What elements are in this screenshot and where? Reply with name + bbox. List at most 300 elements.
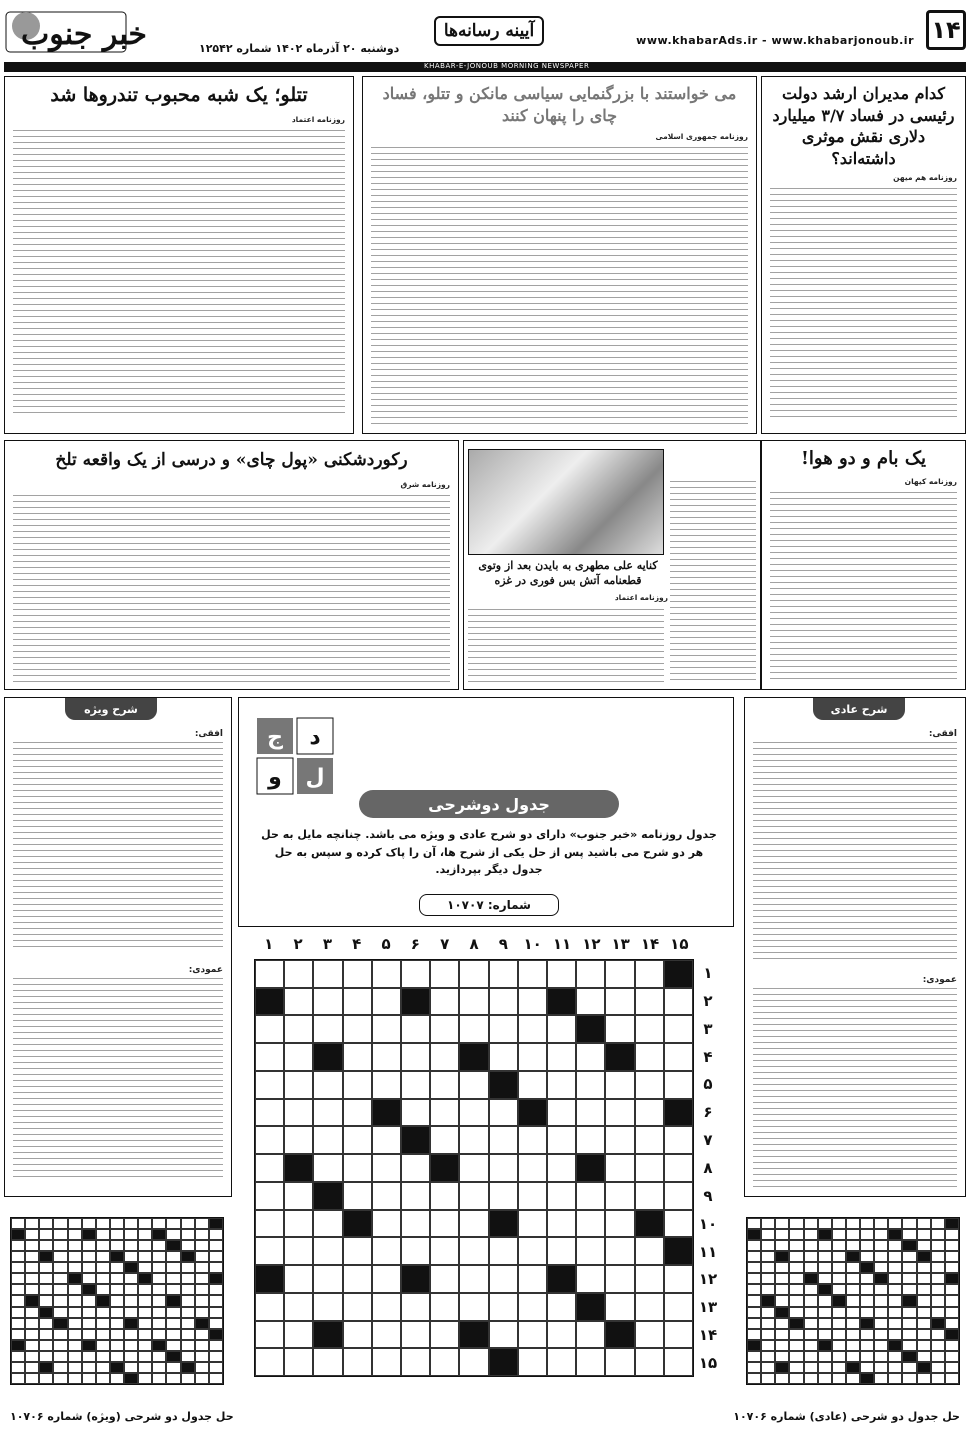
crossword-cell[interactable] bbox=[313, 1126, 342, 1154]
crossword-cell[interactable] bbox=[635, 1015, 664, 1043]
crossword-cell[interactable] bbox=[635, 1126, 664, 1154]
crossword-cell bbox=[547, 988, 576, 1016]
crossword-cell[interactable] bbox=[430, 1182, 459, 1210]
solution-cell bbox=[832, 1351, 846, 1362]
crossword-cell[interactable] bbox=[430, 1293, 459, 1321]
crossword-cell[interactable] bbox=[605, 1015, 634, 1043]
crossword-cell[interactable] bbox=[635, 1182, 664, 1210]
crossword-cell[interactable] bbox=[255, 1210, 284, 1238]
solution-cell bbox=[747, 1307, 761, 1318]
crossword-cell[interactable] bbox=[343, 1237, 372, 1265]
solution-cell bbox=[110, 1218, 124, 1229]
crossword-cell[interactable] bbox=[576, 1071, 605, 1099]
crossword-cell[interactable] bbox=[343, 960, 372, 988]
solution-cell bbox=[775, 1262, 789, 1273]
solution-cell bbox=[818, 1329, 832, 1340]
crossword-cell[interactable] bbox=[635, 1265, 664, 1293]
article-3-source: روزنامه اعتماد bbox=[291, 114, 345, 124]
solution-cell bbox=[917, 1329, 931, 1340]
crossword-cell[interactable] bbox=[489, 1321, 518, 1349]
solution-cell bbox=[945, 1340, 959, 1351]
newspaper-logo bbox=[4, 6, 147, 58]
crossword-cell[interactable] bbox=[518, 1154, 547, 1182]
crossword-cell[interactable] bbox=[635, 960, 664, 988]
crossword-cell[interactable] bbox=[313, 1071, 342, 1099]
crossword-cell[interactable] bbox=[255, 1321, 284, 1349]
solution-cell bbox=[917, 1318, 931, 1329]
crossword-cell[interactable] bbox=[576, 1043, 605, 1071]
solution-cell bbox=[166, 1273, 180, 1284]
crossword-cell[interactable] bbox=[372, 960, 401, 988]
crossword-cell[interactable] bbox=[313, 1099, 342, 1127]
crossword-cell[interactable] bbox=[372, 1210, 401, 1238]
crossword-cell[interactable] bbox=[255, 1071, 284, 1099]
crossword-cell[interactable] bbox=[605, 1293, 634, 1321]
crossword-cell[interactable] bbox=[255, 1293, 284, 1321]
crossword-cell[interactable] bbox=[576, 1348, 605, 1376]
crossword-cell[interactable] bbox=[605, 1348, 634, 1376]
crossword-cell[interactable] bbox=[547, 1182, 576, 1210]
crossword-cell[interactable] bbox=[518, 960, 547, 988]
crossword-cell[interactable] bbox=[313, 1210, 342, 1238]
solution-cell bbox=[917, 1284, 931, 1295]
crossword-cell[interactable] bbox=[547, 1154, 576, 1182]
crossword-cell[interactable] bbox=[343, 1126, 372, 1154]
crossword-cell[interactable] bbox=[372, 1293, 401, 1321]
crossword-cell[interactable] bbox=[313, 1237, 342, 1265]
crossword-cell[interactable] bbox=[343, 1071, 372, 1099]
solution-cell bbox=[209, 1307, 223, 1318]
crossword-cell[interactable] bbox=[459, 1099, 488, 1127]
crossword-cell[interactable] bbox=[605, 1237, 634, 1265]
solution-cell bbox=[152, 1273, 166, 1284]
crossword-cell[interactable] bbox=[284, 1348, 313, 1376]
solution-cell bbox=[82, 1362, 96, 1373]
solution-cell bbox=[25, 1262, 39, 1273]
crossword-cell[interactable] bbox=[605, 988, 634, 1016]
crossword-cell[interactable] bbox=[255, 1348, 284, 1376]
crossword-cell[interactable] bbox=[284, 960, 313, 988]
article-6 bbox=[463, 440, 761, 690]
crossword-cell[interactable] bbox=[430, 1237, 459, 1265]
crossword-cell[interactable] bbox=[459, 1348, 488, 1376]
crossword-cell[interactable] bbox=[518, 1210, 547, 1238]
crossword-cell[interactable] bbox=[255, 1182, 284, 1210]
crossword-cell[interactable] bbox=[430, 1348, 459, 1376]
crossword-cell[interactable] bbox=[605, 1071, 634, 1099]
crossword-cell[interactable] bbox=[372, 1182, 401, 1210]
crossword-cell[interactable] bbox=[372, 1321, 401, 1349]
solution-cell bbox=[138, 1229, 152, 1240]
crossword-cell[interactable] bbox=[401, 1348, 430, 1376]
crossword-cell[interactable] bbox=[576, 1210, 605, 1238]
crossword-cell[interactable] bbox=[255, 960, 284, 988]
crossword-cell[interactable] bbox=[664, 1154, 693, 1182]
solution-cell bbox=[874, 1273, 888, 1284]
solution-cell bbox=[874, 1362, 888, 1373]
crossword-cell[interactable] bbox=[605, 1210, 634, 1238]
crossword-cell[interactable] bbox=[430, 1265, 459, 1293]
crossword-cell[interactable] bbox=[313, 1015, 342, 1043]
solution-cell bbox=[152, 1251, 166, 1262]
solution-cell bbox=[166, 1218, 180, 1229]
crossword-cell[interactable] bbox=[284, 1210, 313, 1238]
crossword-cell[interactable] bbox=[372, 1015, 401, 1043]
crossword-cell[interactable] bbox=[489, 1126, 518, 1154]
crossword-cell[interactable] bbox=[547, 1071, 576, 1099]
solution-cell bbox=[138, 1307, 152, 1318]
solution-cell bbox=[68, 1240, 82, 1251]
solution-cell bbox=[96, 1362, 110, 1373]
crossword-description: جدول روزنامه «خبر جنوب» دارای دو شرح عادی و ویژه می باشد. چنانچه مایل به حل هر دو شرح می باشید پس از حل یکی از شرح ها، آن را پاک کرده و سپس به حل جدول دیگر بپردازید. bbox=[261, 828, 717, 877]
crossword-cell[interactable] bbox=[372, 988, 401, 1016]
article-2-body bbox=[371, 147, 748, 427]
crossword-cell[interactable] bbox=[255, 1099, 284, 1127]
crossword-cell[interactable] bbox=[372, 1348, 401, 1376]
crossword-cell[interactable] bbox=[489, 1265, 518, 1293]
crossword-cell bbox=[459, 1043, 488, 1071]
crossword-cell[interactable] bbox=[605, 1265, 634, 1293]
solution-cell bbox=[917, 1340, 931, 1351]
solution-cell bbox=[152, 1262, 166, 1273]
solution-cell bbox=[747, 1329, 761, 1340]
crossword-cell[interactable] bbox=[343, 1043, 372, 1071]
solution-cell bbox=[789, 1307, 803, 1318]
crossword-cell[interactable] bbox=[489, 960, 518, 988]
crossword-cell bbox=[576, 1015, 605, 1043]
solution-cell bbox=[82, 1251, 96, 1262]
solution-cell bbox=[68, 1373, 82, 1384]
crossword-cell[interactable] bbox=[664, 1126, 693, 1154]
solution-cell bbox=[931, 1262, 945, 1273]
solution-cell bbox=[152, 1362, 166, 1373]
solution-cell bbox=[747, 1240, 761, 1251]
crossword-cell[interactable] bbox=[489, 988, 518, 1016]
crossword-cell[interactable] bbox=[430, 1043, 459, 1071]
crossword-cell[interactable] bbox=[459, 1265, 488, 1293]
normal-tag: شرح عادی bbox=[813, 698, 905, 720]
crossword-cell[interactable] bbox=[401, 1099, 430, 1127]
crossword-cell[interactable] bbox=[518, 1043, 547, 1071]
crossword-cell[interactable] bbox=[313, 1348, 342, 1376]
crossword-cell[interactable] bbox=[372, 1043, 401, 1071]
normal-down-body bbox=[753, 988, 957, 1188]
solution-cell bbox=[152, 1329, 166, 1340]
crossword-cell[interactable] bbox=[489, 1015, 518, 1043]
solution-cell bbox=[846, 1251, 860, 1262]
crossword-cell[interactable] bbox=[547, 1015, 576, 1043]
crossword-cell[interactable] bbox=[459, 1237, 488, 1265]
crossword-cell[interactable] bbox=[284, 1015, 313, 1043]
crossword-cell[interactable] bbox=[430, 960, 459, 988]
solution-cell bbox=[775, 1240, 789, 1251]
solution-cell bbox=[152, 1340, 166, 1351]
crossword-cell[interactable] bbox=[372, 1237, 401, 1265]
crossword-cell[interactable] bbox=[489, 1293, 518, 1321]
solution-cell bbox=[110, 1240, 124, 1251]
crossword-cell[interactable] bbox=[605, 960, 634, 988]
crossword-cell[interactable] bbox=[313, 1154, 342, 1182]
crossword-cell[interactable] bbox=[459, 1154, 488, 1182]
crossword-cell[interactable] bbox=[255, 1154, 284, 1182]
crossword-cell[interactable] bbox=[459, 1293, 488, 1321]
crossword-cell[interactable] bbox=[430, 988, 459, 1016]
crossword-cell[interactable] bbox=[576, 1099, 605, 1127]
crossword-cell bbox=[518, 1099, 547, 1127]
crossword-cell[interactable] bbox=[284, 1237, 313, 1265]
solution-cell bbox=[209, 1240, 223, 1251]
solution-cell bbox=[138, 1262, 152, 1273]
crossword-cell[interactable] bbox=[313, 1293, 342, 1321]
solution-cell bbox=[874, 1284, 888, 1295]
crossword-cell[interactable] bbox=[343, 1182, 372, 1210]
solution-cell bbox=[818, 1373, 832, 1384]
crossword-cell[interactable] bbox=[401, 1043, 430, 1071]
crossword-cell[interactable] bbox=[576, 1126, 605, 1154]
solution-cell bbox=[82, 1307, 96, 1318]
crossword-section bbox=[4, 697, 966, 1407]
crossword-cell[interactable] bbox=[518, 988, 547, 1016]
crossword-cell[interactable] bbox=[576, 1321, 605, 1349]
crossword-cell[interactable] bbox=[518, 1015, 547, 1043]
crossword-cell[interactable] bbox=[547, 960, 576, 988]
crossword-cell[interactable] bbox=[401, 1015, 430, 1043]
crossword-cell[interactable] bbox=[459, 1015, 488, 1043]
crossword-cell[interactable] bbox=[313, 988, 342, 1016]
crossword-cell[interactable] bbox=[401, 960, 430, 988]
solution-cell bbox=[888, 1284, 902, 1295]
page-header bbox=[4, 6, 966, 62]
crossword-cell[interactable] bbox=[518, 1293, 547, 1321]
crossword-cell[interactable] bbox=[430, 1099, 459, 1127]
crossword-cell[interactable] bbox=[635, 1348, 664, 1376]
crossword-cell[interactable] bbox=[255, 1237, 284, 1265]
crossword-cell[interactable] bbox=[430, 1321, 459, 1349]
crossword-cell[interactable] bbox=[664, 1071, 693, 1099]
crossword-cell[interactable] bbox=[518, 1265, 547, 1293]
crossword-cell[interactable] bbox=[313, 1265, 342, 1293]
solution-cell bbox=[747, 1351, 761, 1362]
crossword-cell[interactable] bbox=[255, 1043, 284, 1071]
crossword-cell[interactable] bbox=[401, 1182, 430, 1210]
crossword-cell[interactable] bbox=[284, 1099, 313, 1127]
solution-cell bbox=[917, 1362, 931, 1373]
crossword-cell[interactable] bbox=[459, 1071, 488, 1099]
crossword-cell[interactable] bbox=[489, 1182, 518, 1210]
crossword-cell[interactable] bbox=[401, 1321, 430, 1349]
solution-cell bbox=[181, 1329, 195, 1340]
solution-cell bbox=[11, 1329, 25, 1340]
row-number: ۸ bbox=[703, 1158, 713, 1177]
crossword-cell[interactable] bbox=[401, 1237, 430, 1265]
solution-cell bbox=[832, 1218, 846, 1229]
crossword-cell[interactable] bbox=[664, 1348, 693, 1376]
column-number: ۱۳ bbox=[611, 935, 630, 953]
crossword-cell bbox=[313, 1182, 342, 1210]
solution-cell bbox=[25, 1240, 39, 1251]
solution-cell bbox=[917, 1229, 931, 1240]
solution-cell bbox=[832, 1307, 846, 1318]
solution-cell bbox=[931, 1373, 945, 1384]
article-3-body bbox=[13, 130, 345, 415]
solution-cell bbox=[166, 1284, 180, 1295]
solution-cell bbox=[110, 1340, 124, 1351]
crossword-cell[interactable] bbox=[635, 1293, 664, 1321]
crossword-cell[interactable] bbox=[576, 1182, 605, 1210]
solution-cell bbox=[25, 1284, 39, 1295]
crossword-cell[interactable] bbox=[284, 988, 313, 1016]
crossword-cell[interactable] bbox=[459, 1182, 488, 1210]
crossword-cell[interactable] bbox=[459, 1210, 488, 1238]
crossword-cell[interactable] bbox=[343, 1293, 372, 1321]
solution-cell bbox=[138, 1340, 152, 1351]
crossword-cell[interactable] bbox=[547, 1126, 576, 1154]
crossword-cell[interactable] bbox=[518, 1182, 547, 1210]
crossword-cell[interactable] bbox=[489, 1099, 518, 1127]
crossword-cell[interactable] bbox=[284, 1265, 313, 1293]
crossword-cell[interactable] bbox=[430, 1015, 459, 1043]
solution-cell bbox=[945, 1318, 959, 1329]
crossword-cell[interactable] bbox=[459, 988, 488, 1016]
crossword-cell[interactable] bbox=[372, 1265, 401, 1293]
crossword-cell[interactable] bbox=[605, 1099, 634, 1127]
crossword-cell[interactable] bbox=[343, 1348, 372, 1376]
crossword-cell[interactable] bbox=[343, 1265, 372, 1293]
solution-cell bbox=[25, 1318, 39, 1329]
crossword-cell[interactable] bbox=[605, 1154, 634, 1182]
solution-cell bbox=[181, 1340, 195, 1351]
crossword-cell[interactable] bbox=[255, 1126, 284, 1154]
solution-cell bbox=[39, 1295, 53, 1306]
solution-cell bbox=[860, 1318, 874, 1329]
row-number: ۲ bbox=[703, 991, 713, 1010]
crossword-cell[interactable] bbox=[635, 1099, 664, 1127]
crossword-cell[interactable] bbox=[343, 1015, 372, 1043]
crossword-cell[interactable] bbox=[664, 1265, 693, 1293]
solution-cell bbox=[110, 1295, 124, 1306]
crossword-cell[interactable] bbox=[576, 960, 605, 988]
solution-cell bbox=[888, 1362, 902, 1373]
crossword-cell[interactable] bbox=[547, 1099, 576, 1127]
crossword-cell[interactable] bbox=[343, 1099, 372, 1127]
solution-cell bbox=[11, 1362, 25, 1373]
crossword-cell[interactable] bbox=[284, 1182, 313, 1210]
crossword-cell[interactable] bbox=[343, 1154, 372, 1182]
crossword-cell[interactable] bbox=[664, 1321, 693, 1349]
solution-cell bbox=[25, 1273, 39, 1284]
crossword-cell[interactable] bbox=[459, 1126, 488, 1154]
crossword-cell[interactable] bbox=[284, 1321, 313, 1349]
crossword-cell[interactable] bbox=[284, 1071, 313, 1099]
crossword-cell[interactable] bbox=[664, 1182, 693, 1210]
solution-cell bbox=[931, 1218, 945, 1229]
crossword-cell[interactable] bbox=[664, 1210, 693, 1238]
crossword-cell[interactable] bbox=[401, 1071, 430, 1099]
solution-cell bbox=[68, 1251, 82, 1262]
solution-cell bbox=[832, 1273, 846, 1284]
crossword-cell[interactable] bbox=[576, 1265, 605, 1293]
crossword-cell[interactable] bbox=[547, 1210, 576, 1238]
crossword-cell[interactable] bbox=[518, 1321, 547, 1349]
solution-cell bbox=[195, 1284, 209, 1295]
crossword-cell[interactable] bbox=[430, 1210, 459, 1238]
crossword-cell[interactable] bbox=[664, 1043, 693, 1071]
crossword-cell[interactable] bbox=[635, 988, 664, 1016]
solution-cell bbox=[917, 1240, 931, 1251]
crossword-cell bbox=[255, 1265, 284, 1293]
crossword-cell[interactable] bbox=[518, 1071, 547, 1099]
crossword-cell[interactable] bbox=[547, 1321, 576, 1349]
crossword-cell[interactable] bbox=[313, 960, 342, 988]
crossword-cell[interactable] bbox=[664, 1293, 693, 1321]
crossword-cell[interactable] bbox=[372, 1154, 401, 1182]
crossword-cell[interactable] bbox=[635, 1071, 664, 1099]
crossword-cell[interactable] bbox=[430, 1126, 459, 1154]
crossword-cell[interactable] bbox=[284, 1043, 313, 1071]
solution-cell bbox=[775, 1373, 789, 1384]
crossword-cell[interactable] bbox=[284, 1126, 313, 1154]
crossword-cell[interactable] bbox=[664, 988, 693, 1016]
crossword-cell[interactable] bbox=[605, 1182, 634, 1210]
crossword-cell[interactable] bbox=[547, 1348, 576, 1376]
solution-cell bbox=[775, 1218, 789, 1229]
logo-text: خبر جنوب bbox=[21, 17, 147, 52]
crossword-cell[interactable] bbox=[255, 1015, 284, 1043]
crossword-cell[interactable] bbox=[284, 1293, 313, 1321]
solution-cell bbox=[874, 1251, 888, 1262]
crossword-cell[interactable] bbox=[518, 1348, 547, 1376]
crossword-cell[interactable] bbox=[576, 988, 605, 1016]
solution-cell bbox=[902, 1307, 916, 1318]
crossword-cell[interactable] bbox=[635, 1154, 664, 1182]
crossword-cell[interactable] bbox=[576, 1237, 605, 1265]
crossword-cell[interactable] bbox=[372, 1126, 401, 1154]
solution-grid-normal bbox=[746, 1217, 960, 1385]
solution-cell bbox=[152, 1229, 166, 1240]
crossword-cell[interactable] bbox=[518, 1126, 547, 1154]
crossword-cell[interactable] bbox=[401, 1293, 430, 1321]
crossword-cell[interactable] bbox=[343, 1321, 372, 1349]
crossword-cell[interactable] bbox=[635, 1321, 664, 1349]
solution-cell bbox=[110, 1373, 124, 1384]
crossword-cell[interactable] bbox=[401, 1210, 430, 1238]
crossword-cell[interactable] bbox=[489, 1237, 518, 1265]
article-5 bbox=[4, 440, 459, 690]
crossword-cell[interactable] bbox=[430, 1071, 459, 1099]
crossword-cell[interactable] bbox=[635, 1237, 664, 1265]
crossword-cell[interactable] bbox=[635, 1043, 664, 1071]
crossword-cell[interactable] bbox=[489, 1154, 518, 1182]
crossword-cell[interactable] bbox=[459, 960, 488, 988]
solution-cell bbox=[902, 1284, 916, 1295]
crossword-cell[interactable] bbox=[401, 1154, 430, 1182]
crossword-cell[interactable] bbox=[547, 1043, 576, 1071]
crossword-grid[interactable] bbox=[254, 959, 694, 1377]
solution-cell bbox=[138, 1318, 152, 1329]
crossword-cell[interactable] bbox=[605, 1126, 634, 1154]
crossword-cell[interactable] bbox=[343, 988, 372, 1016]
crossword-cell[interactable] bbox=[372, 1071, 401, 1099]
crossword-cell[interactable] bbox=[489, 1043, 518, 1071]
solution-cell bbox=[166, 1373, 180, 1384]
crossword-cell[interactable] bbox=[518, 1237, 547, 1265]
solution-cell bbox=[775, 1318, 789, 1329]
crossword-cell bbox=[489, 1071, 518, 1099]
solution-cell bbox=[138, 1329, 152, 1340]
crossword-cell[interactable] bbox=[664, 1015, 693, 1043]
crossword-cell[interactable] bbox=[547, 1293, 576, 1321]
crossword-cell[interactable] bbox=[547, 1237, 576, 1265]
